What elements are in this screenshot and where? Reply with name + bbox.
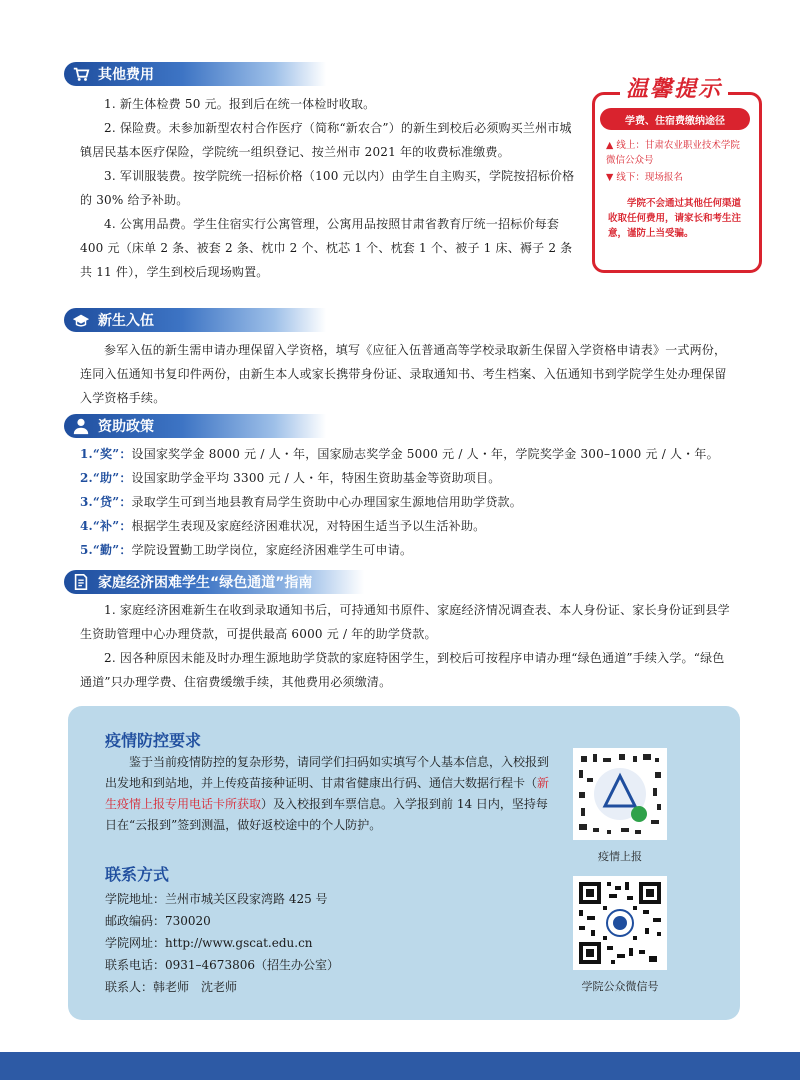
list-item: 1.“奖”：设国家奖学金 8000 元 / 人・年，国家励志奖学金 5000 元 / 人・年，学院奖学金 300–1000 元 / 人・年。: [80, 447, 719, 461]
list-item: 3.“贷”：录取学生可到当地县教育局学生资助中心办理国家生源地信用助学贷款。: [80, 495, 522, 509]
tip-note: 学院不会通过其他任何渠道收取任何费用，请家长和考生注意，谨防上当受骗。: [608, 198, 742, 239]
section-title: 资助政策: [98, 419, 154, 435]
list-item: 2. 保险费。未参加新型农村合作医疗（简称“新农合”）的新生到校后必须购买兰州市城镇居民基本医疗保险，学院统一组织登记、按兰州市 2021 年的收费标准缴费。: [80, 121, 572, 159]
paragraph: 参军入伍的新生需申请办理保留入学资格，填写《应征入伍普通高等学校录取新生保留入学资格申请表》一式两份，连同入伍通知书复印件两份，由新生本人或家长携带身份证、录取通知书、考生档案、入伍通知书到学院学生处办理保留入学资格手续。: [80, 343, 727, 405]
epidemic-highlight: 新生疫情上报专用电话卡所获取: [105, 776, 550, 811]
list-item: 1. 新生体检费 50 元。报到后在统一体检时收取。: [104, 97, 376, 111]
arrow-up-icon: ▲: [606, 140, 617, 151]
section-title: 新生入伍: [98, 313, 154, 329]
cart-icon: [70, 63, 92, 85]
contact-phone: 联系电话：0931–4673806（招生办公室）: [105, 958, 339, 972]
section-header-aid-policy: [64, 414, 326, 438]
document-icon: [70, 571, 92, 593]
hat-icon: [70, 309, 92, 331]
epidemic-text: 鉴于当前疫情防控的复杂形势，请同学们扫码如实填写个人基本信息，入校报到出发地和到站地，并上传疫苗接种证明、甘肃省健康出行码、通信大数据行程卡（新生疫情上报专用电话卡所获取）及入校报到车票信息。入学报到前 14 日内，坚持每日在“云报到”签到测温，做好返校途中的个人防护。: [105, 755, 550, 832]
section-title: 家庭经济困难学生“绿色通道”指南: [98, 575, 313, 591]
contact-title: 联系方式: [105, 865, 170, 884]
wechat-qr-caption: 学院公众微信号: [581, 980, 659, 993]
list-item: 4.“补”：根据学生表现及家庭经济困难状况，对特困生适当予以生活补助。: [80, 519, 486, 533]
arrow-down-icon: ▼: [606, 172, 617, 183]
contact-address: 学院地址：兰州市城关区段家湾路 425 号: [105, 892, 328, 906]
epidemic-title: 疫情防控要求: [105, 731, 202, 750]
section-header-enlistment: [64, 308, 326, 332]
epidemic-qr-code: [573, 748, 667, 840]
enlistment-text: [80, 338, 730, 410]
tip-offline: ▼ 线下：现场报名: [606, 172, 683, 183]
tip-title: 温馨提示: [620, 72, 728, 103]
wechat-qr-code: [573, 876, 667, 970]
section-header-other-fees: [64, 62, 326, 86]
tip-band: 学费、住宿费缴纳途径: [600, 108, 750, 130]
list-item: 5.“勤”：学院设置勤工助学岗位，家庭经济困难学生可申请。: [80, 543, 413, 557]
tip-online: ▲ 线上：甘肃农业职业技术学院微信公众号: [606, 140, 740, 166]
contact-website[interactable]: 学院网址：http://www.gscat.edu.cn: [105, 936, 313, 950]
list-item: 2. 因各种原因未能及时办理生源地助学贷款的家庭特困学生，到校后可按程序申请办理“绿色通道”手续入学。“绿色通道”只办理学费、住宿费缓缴手续，其他费用必须缴清。: [80, 651, 725, 689]
footer-bar: [0, 1052, 800, 1080]
list-item: 3. 军训服装费。按学院统一招标价格（100 元以内）由学生自主购买，学院按招标价格的 30% 给予补助。: [80, 169, 575, 207]
epidemic-qr-caption: 疫情上报: [598, 850, 642, 863]
section-header-green-channel: [64, 570, 364, 594]
aid-policy-list: [80, 442, 740, 562]
contact-person: 联系人：韩老师 沈老师: [105, 980, 238, 994]
other-fees-list: [80, 92, 580, 284]
person-icon: [70, 415, 92, 437]
section-title: 其他费用: [98, 67, 154, 83]
contact-postcode: 邮政编码：730020: [105, 914, 211, 928]
list-item: 2.“助”：设国家助学金平均 3300 元 / 人・年，特困生资助基金等资助项目。: [80, 471, 501, 485]
green-channel-list: [80, 598, 730, 694]
list-item: 4. 公寓用品费。学生住宿实行公寓管理，公寓用品按照甘肃省教育厅统一招标价每套 400 元（床单 2 条、被套 2 条、枕巾 2 个、枕芯 1 个、枕套 1 个、被子 1 床、褥子 2 条共 11 件），学生到校后现场购置。: [80, 217, 573, 279]
list-item: 1. 家庭经济困难新生在收到录取通知书后，可持通知书原件、家庭经济情况调查表、本人身份证、家长身份证到县学生资助管理中心办理贷款，可提供最高 6000 元 / 年的助学贷款。: [80, 603, 730, 641]
